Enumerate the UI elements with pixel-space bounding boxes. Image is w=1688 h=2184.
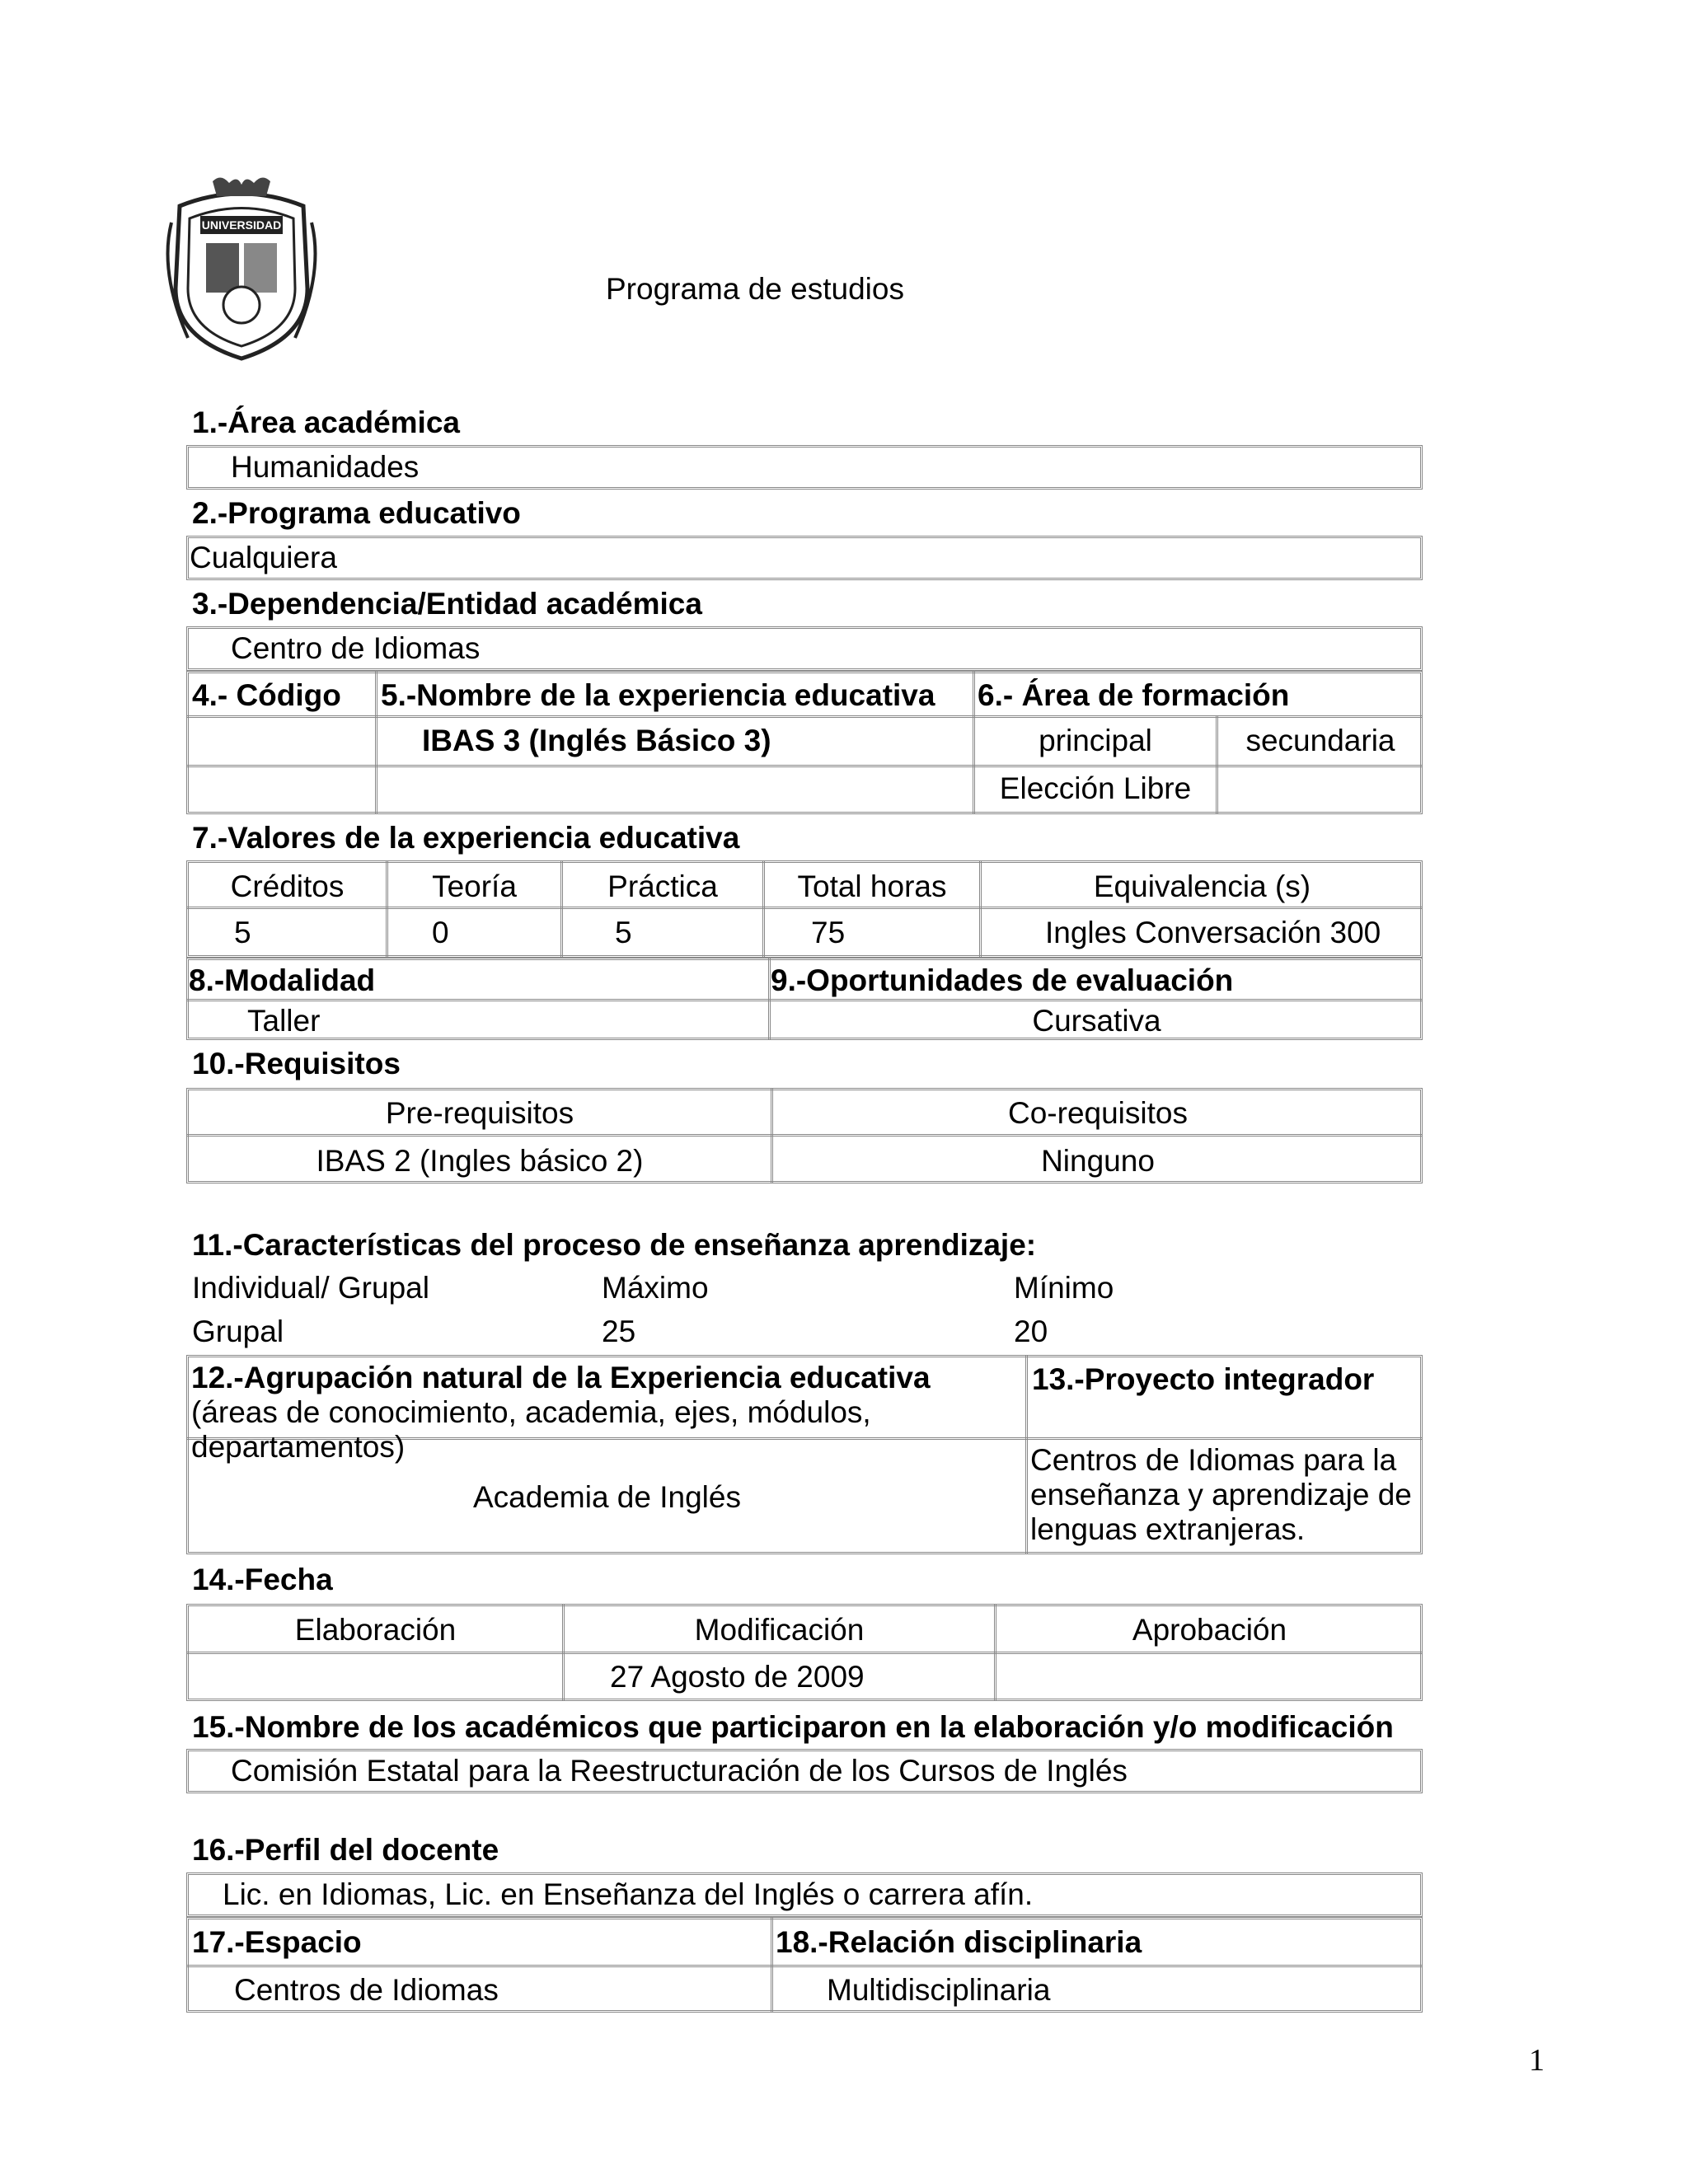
perfil-docente-value: Lic. en Idiomas, Lic. en Enseñanza del Inglés o carrera afín. [223, 1877, 1034, 1911]
proyecto-integrador-value: Centros de Idiomas para la enseñanza y aprendizaje de lenguas extranjeras. [1030, 1443, 1412, 1546]
valores-label: 7.-Valores de la experiencia educativa [192, 821, 740, 855]
individual-grupal-label: Individual/ Grupal [192, 1271, 429, 1305]
eleccion-libre-value: Elección Libre [999, 771, 1192, 805]
area-formacion-label: 6.- Área de formación [978, 678, 1290, 712]
modificacion-value: 27 Agosto de 2009 [610, 1660, 865, 1694]
dependencia-value: Centro de Idiomas [231, 631, 481, 665]
practica-header: Práctica [607, 869, 718, 903]
secundaria-label: secundaria [1245, 724, 1395, 757]
area-academica-value: Humanidades [231, 450, 420, 484]
document-title: Programa de estudios [606, 272, 904, 306]
aprobacion-header: Aprobación [1132, 1613, 1287, 1647]
maximo-label: Máximo [602, 1271, 709, 1305]
maximo-value: 25 [602, 1315, 636, 1348]
agrupacion-label-bold: 12.-Agrupación natural de la Experiencia educativa [191, 1361, 931, 1394]
equivalencia-header: Equivalencia (s) [1093, 869, 1311, 903]
practica-value: 5 [615, 916, 632, 949]
codigo-label: 4.- Código [192, 678, 341, 712]
total-horas-header: Total horas [797, 869, 947, 903]
corequisitos-header: Co-requisitos [1008, 1096, 1188, 1130]
academicos-value: Comisión Estatal para la Reestructuración de los Cursos de Inglés [231, 1754, 1128, 1788]
equivalencia-value: Ingles Conversación 300 [1045, 916, 1381, 949]
prerequisitos-value: IBAS 2 (Ingles básico 2) [316, 1144, 644, 1178]
corequisitos-value: Ninguno [1041, 1144, 1155, 1178]
proyecto-integrador-label: 13.-Proyecto integrador [1032, 1362, 1375, 1396]
total-horas-value: 75 [811, 916, 846, 949]
programa-educativo-box [186, 536, 1423, 580]
area-academica-label: 1.-Área académica [192, 405, 460, 439]
perfil-docente-label: 16.-Perfil del docente [192, 1833, 499, 1867]
principal-label: principal [1039, 724, 1152, 757]
nombre-ee-value: IBAS 3 (Inglés Básico 3) [422, 724, 771, 757]
relacion-disciplinaria-value: Multidisciplinaria [827, 1973, 1051, 2007]
agrupacion-label [191, 1361, 1022, 1465]
teoria-header: Teoría [432, 869, 517, 903]
modalidad-value: Taller [247, 1004, 321, 1038]
creditos-value: 5 [234, 916, 251, 949]
page-number: 1 [1529, 2043, 1545, 2078]
oportunidades-value: Cursativa [1032, 1004, 1161, 1038]
agrupacion-label-rest: (áreas de conocimiento, academia, ejes, módulos, departamentos) [191, 1395, 871, 1464]
academicos-label: 15.-Nombre de los académicos que participaron en la elaboración y/o modificación [192, 1710, 1394, 1744]
modificacion-header: Modificación [694, 1613, 865, 1647]
creditos-header: Créditos [230, 869, 345, 903]
caracteristicas-label: 11.-Características del proceso de enseñanza aprendizaje: [192, 1228, 1037, 1262]
minimo-label: Mínimo [1014, 1271, 1114, 1305]
programa-educativo-value: Cualquiera [190, 541, 337, 574]
requisitos-label: 10.-Requisitos [192, 1047, 401, 1080]
seal-icon [155, 173, 328, 363]
espacio-value: Centros de Idiomas [234, 1973, 499, 2007]
elaboracion-header: Elaboración [294, 1613, 457, 1647]
relacion-disciplinaria-label: 18.-Relación disciplinaria [776, 1925, 1142, 1959]
prerequisitos-header: Pre-requisitos [385, 1096, 574, 1130]
dependencia-label: 3.-Dependencia/Entidad académica [192, 587, 702, 621]
agrupacion-value: Academia de Inglés [473, 1480, 741, 1514]
individual-grupal-value: Grupal [192, 1315, 284, 1348]
minimo-value: 20 [1014, 1315, 1048, 1348]
espacio-label: 17.-Espacio [192, 1925, 362, 1959]
oportunidades-label: 9.-Oportunidades de evaluación [771, 963, 1234, 997]
seal-text: UNIVERSIDAD [201, 218, 282, 232]
nombre-ee-label: 5.-Nombre de la experiencia educativa [381, 678, 935, 712]
teoria-value: 0 [432, 916, 449, 949]
programa-educativo-label: 2.-Programa educativo [192, 496, 521, 530]
fecha-label: 14.-Fecha [192, 1563, 333, 1596]
university-seal-logo [155, 173, 328, 363]
modalidad-label: 8.-Modalidad [189, 963, 376, 997]
